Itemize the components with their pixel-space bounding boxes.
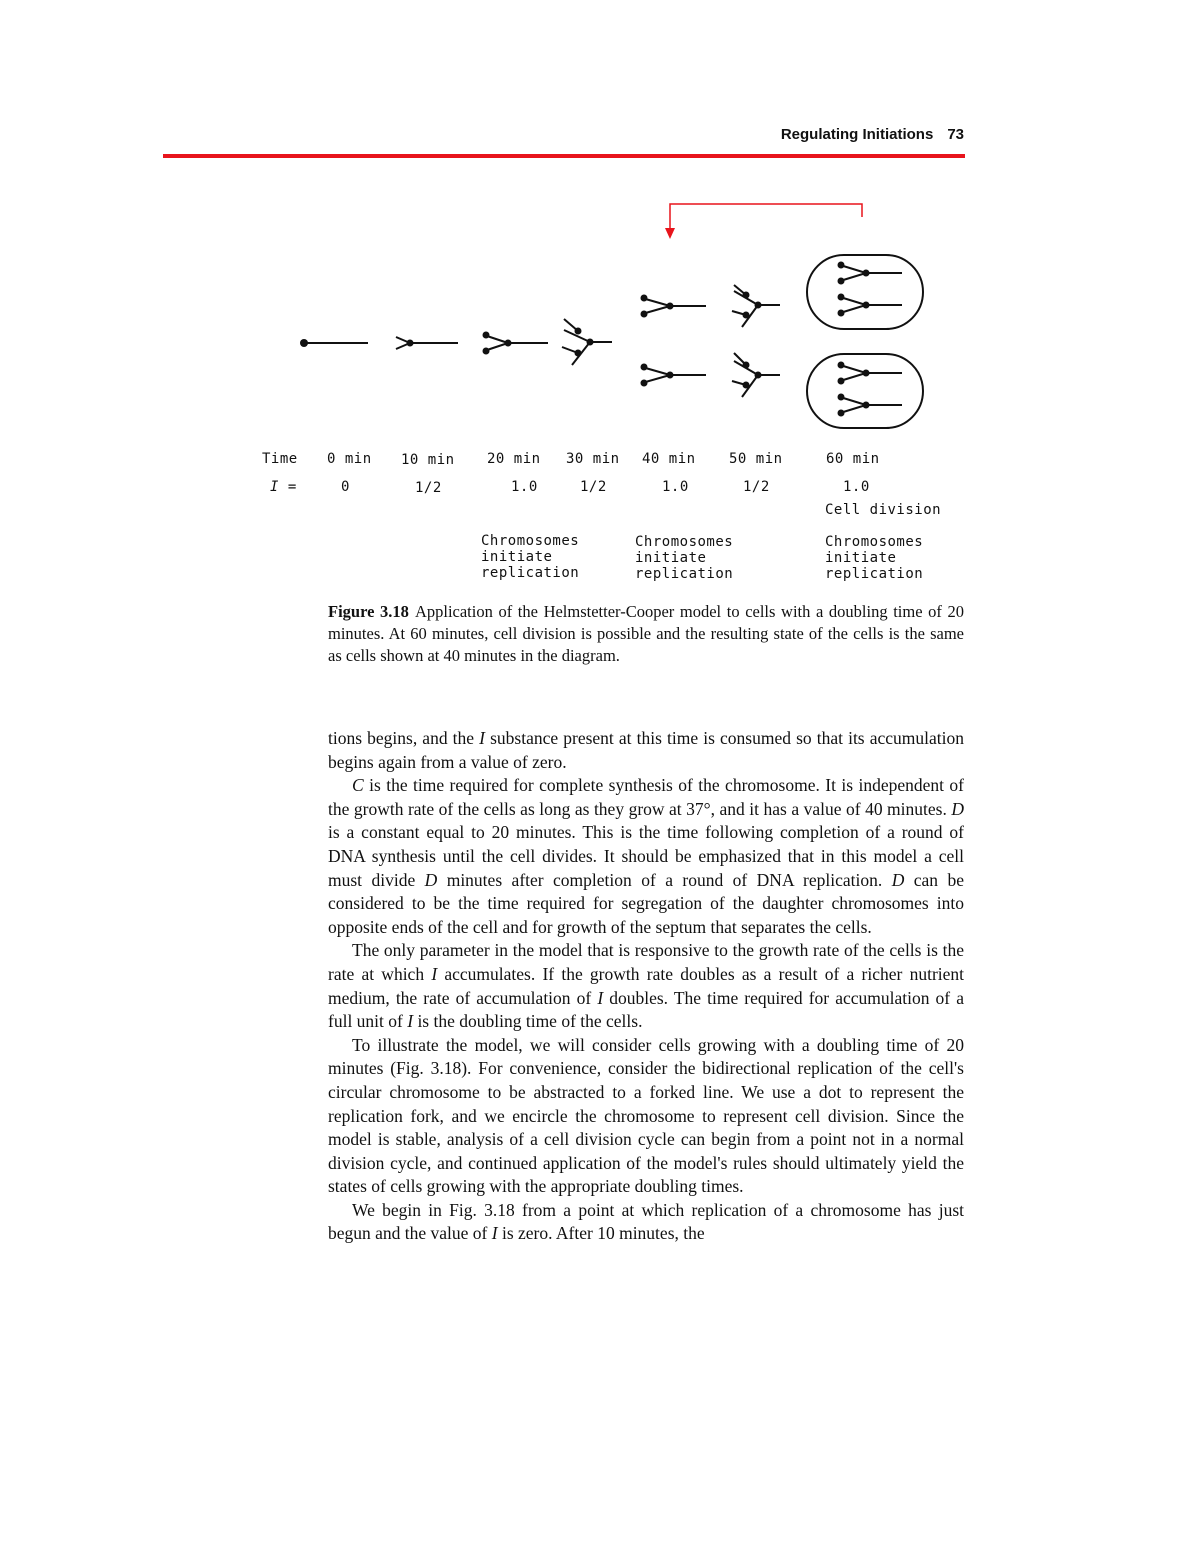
italic-symbol: I xyxy=(479,728,485,748)
replication-diagram xyxy=(250,195,950,445)
time-label-1: 10 min xyxy=(401,452,455,468)
text-run: We begin in Fig. 3.18 from a point at which replication of a chromosome has just begun and the value of xyxy=(328,1199,964,1244)
text-run: doubles. The time required for accumulation of a full unit of xyxy=(328,987,964,1032)
note-line: replication xyxy=(825,566,924,582)
i-value-2: 1.0 xyxy=(511,479,538,495)
italic-symbol: I xyxy=(407,1011,414,1032)
text-run: The only parameter in the model that is responsive to the growth rate of the cells is the rate at which xyxy=(328,940,964,984)
text-run: is a constant equal to 20 minutes. This is the time following completion of a round of DNA synthesis until the cell divides. It should be emphasized that in this model a cell must divide xyxy=(328,822,964,890)
note-line: initiate xyxy=(635,550,707,566)
initiation-note-20min xyxy=(481,533,579,581)
note-line: Chromosomes xyxy=(635,534,734,550)
i-value-3: 1/2 xyxy=(580,479,607,495)
time-label-2: 20 min xyxy=(487,451,541,467)
i-value-4: 1.0 xyxy=(662,479,689,495)
italic-symbol: D xyxy=(424,869,438,890)
i-value-1: 1/2 xyxy=(415,480,442,496)
text-run: is zero. After 10 minutes, the xyxy=(497,1223,705,1244)
initiation-note-60min xyxy=(825,534,923,582)
time-label-6: 60 min xyxy=(826,451,880,467)
body-paragraph xyxy=(328,727,964,774)
text-run: substance present at this time is consumed so that its accumulation begins again from a value of zero. xyxy=(328,728,964,772)
time-label-0: 0 min xyxy=(327,451,372,467)
chromosome-50min-top xyxy=(732,285,780,327)
note-line: Chromosomes xyxy=(825,534,924,550)
i-value-5: 1/2 xyxy=(743,479,770,495)
note-line: initiate xyxy=(481,549,553,565)
cell-60min-top xyxy=(807,255,923,329)
note-line: replication xyxy=(635,566,734,582)
text-run: To illustrate the model, we will consider cells growing with a doubling time of 20 minutes (Fig. 3.18). For convenience, consider the bidirectional replication of the cell's circular chromosome to be abstracted to a forked line. We use a dot to represent the replication fork, and we encircle the chromosome to represent cell division. Since the model is stable, analysis of a cell division cycle can begin from a point not in a normal division cycle, and continued application of the model's rules should ultimately yield the states of cells growing with the appropriate doubling times. xyxy=(328,1034,964,1197)
i-row-label: I = xyxy=(270,479,297,495)
italic-symbol: D xyxy=(951,798,964,819)
chromosome-10min xyxy=(396,337,458,349)
body-paragraph xyxy=(328,1034,964,1199)
time-label-3: 30 min xyxy=(566,451,620,467)
time-label-4: 40 min xyxy=(642,451,696,467)
note-line: initiate xyxy=(825,550,897,566)
chromosome-40min-top xyxy=(641,295,707,318)
chromosome-40min-bottom xyxy=(641,364,707,387)
i-value-6: 1.0 xyxy=(843,479,870,495)
italic-symbol: I xyxy=(597,987,604,1008)
text-run: tions begins, and the xyxy=(328,728,480,748)
header-rule xyxy=(163,154,965,158)
caption-label: Figure 3.18 xyxy=(328,602,409,621)
text-run: is the time required for complete synthesis of the chromosome. It is independent of the growth rate of the cells as long as they grow at 37°, and it has a value of 40 minutes. xyxy=(328,775,964,819)
cell-division-label: Cell division xyxy=(825,502,942,518)
note-line: Chromosomes xyxy=(481,533,580,549)
text-run: minutes after completion of a round of DNA replication. xyxy=(437,869,892,890)
cycle-arrow xyxy=(665,204,862,239)
body-text xyxy=(328,727,964,1246)
i-value-0: 0 xyxy=(341,479,350,495)
chromosome-0min xyxy=(300,339,368,347)
running-head xyxy=(781,126,964,143)
italic-symbol: I xyxy=(491,1223,498,1244)
body-paragraph xyxy=(328,1199,964,1246)
page-number: 73 xyxy=(947,126,964,143)
italic-symbol: D xyxy=(891,869,905,890)
caption-text: Application of the Helmstetter-Cooper model to cells with a doubling time of 20 minutes. At 60 minutes, cell division is possible and the resulting state of the cells is the same as cells shown at 40 minutes in the diagram. xyxy=(328,602,964,665)
text-run: accumulates. If the growth rate doubles as a result of a richer nutrient medium, the rate of accumulation of xyxy=(328,963,965,1008)
time-label-5: 50 min xyxy=(729,451,783,467)
body-paragraph xyxy=(328,774,964,939)
text-run: can be considered to be the time required for segregation of the daughter chromosomes into opposite ends of the cell and for growth of the septum that separates the cells. xyxy=(328,869,964,937)
chromosome-30min xyxy=(562,319,612,365)
cell-60min-bottom xyxy=(807,354,923,428)
figure-caption xyxy=(328,601,964,667)
running-head-title: Regulating Initiations xyxy=(780,126,934,143)
initiation-note-40min xyxy=(635,534,733,582)
chromosome-50min-bottom xyxy=(732,353,780,397)
italic-symbol: I xyxy=(431,963,438,984)
body-paragraph xyxy=(328,939,964,1033)
time-row-label: Time xyxy=(262,451,298,467)
chromosome-20min xyxy=(483,332,549,355)
text-run: is the doubling time of the cells. xyxy=(413,1011,643,1032)
note-line: replication xyxy=(481,565,580,581)
italic-symbol: C xyxy=(352,775,364,796)
